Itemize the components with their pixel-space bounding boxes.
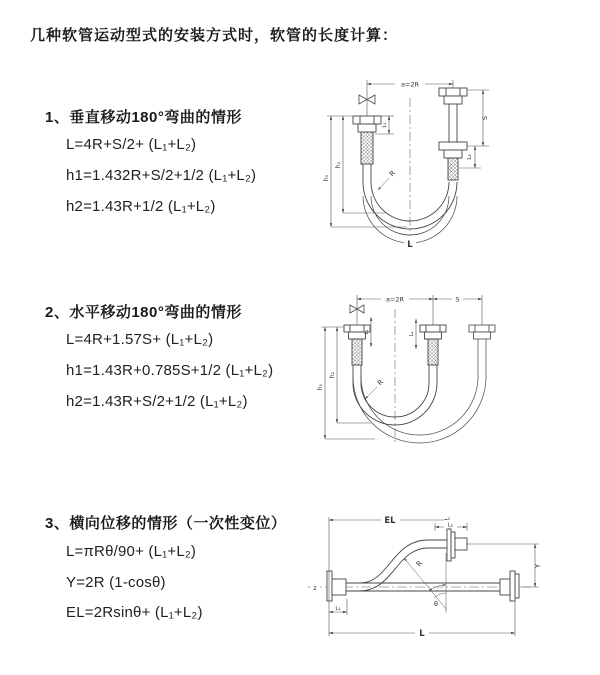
dim-label-h2: h₂: [329, 371, 336, 379]
page-title: 几种软管运动型式的安装方式时，软管的长度计算：: [30, 27, 399, 44]
dim-label-l2: L₂: [409, 331, 415, 337]
section-3-formula-Y: Y=2R (1-cosθ): [66, 574, 166, 591]
dim-label-s: S: [481, 115, 489, 121]
dim-label-l2: L₂: [447, 522, 454, 529]
axis-mark-z: z: [313, 584, 317, 592]
section-1-formula-h1: h1=1.432R+S/2+1/2 (L₁+L₂): [66, 167, 257, 184]
dim-label-l2: L₂: [467, 154, 473, 160]
dim-label-l1: L₁: [382, 122, 388, 128]
section-1-formula-h2: h2=1.43R+1/2 (L₁+L₂): [66, 198, 216, 215]
hose-assembly: [344, 325, 495, 443]
dim-label-y: Y: [534, 563, 542, 569]
dim-label-a2r: a=2R: [385, 295, 405, 304]
diagram-horizontal-180-bend: [313, 287, 548, 452]
section-1-formula-L: L=4R+S/2+ (L₁+L₂): [66, 136, 197, 153]
section-1-heading: 1、垂直移动180°弯曲的情形: [45, 109, 242, 126]
angle-label-theta: θ: [434, 600, 438, 608]
section-2-formula-h2: h2=1.43R+S/2+1/2 (L₁+L₂): [66, 393, 248, 410]
dim-label-l1: L₁: [335, 606, 341, 612]
dim-label-r: R: [414, 559, 425, 569]
dimension-lines: [321, 295, 482, 439]
dim-label-r: R: [376, 378, 386, 388]
dimension-lines: [329, 517, 539, 636]
section-3-formula-EL: EL=2Rsinθ+ (L₁+L₂): [66, 604, 203, 621]
diagram-lateral-displacement: [303, 503, 568, 648]
dim-label-h1: h₁: [317, 383, 324, 391]
dim-label-l: L: [419, 629, 425, 639]
dim-label-l: L: [407, 240, 413, 250]
dim-label-a2r: a=2R: [400, 80, 420, 89]
dimension-lines: [327, 80, 489, 227]
dim-label-s: S: [455, 295, 460, 304]
section-3-heading: 3、横向位移的情形（一次性变位）: [45, 515, 287, 532]
diagram-vertical-180-bend: [315, 70, 530, 260]
dim-label-el: EL: [384, 516, 396, 526]
dim-label-r: R: [388, 169, 398, 179]
section-2-formula-h1: h1=1.43R+0.785S+1/2 (L₁+L₂): [66, 362, 274, 379]
dim-label-h2: h₂: [335, 161, 342, 169]
section-2-formula-L: L=4R+1.57S+ (L₁+L₂): [66, 331, 214, 348]
section-2-heading: 2、水平移动180°弯曲的情形: [45, 304, 242, 321]
dim-label-h1: h₁: [323, 174, 330, 182]
dim-label-l1: L₁: [364, 329, 370, 335]
section-3-formula-L: L=πRθ/90+ (L₁+L₂): [66, 543, 197, 560]
